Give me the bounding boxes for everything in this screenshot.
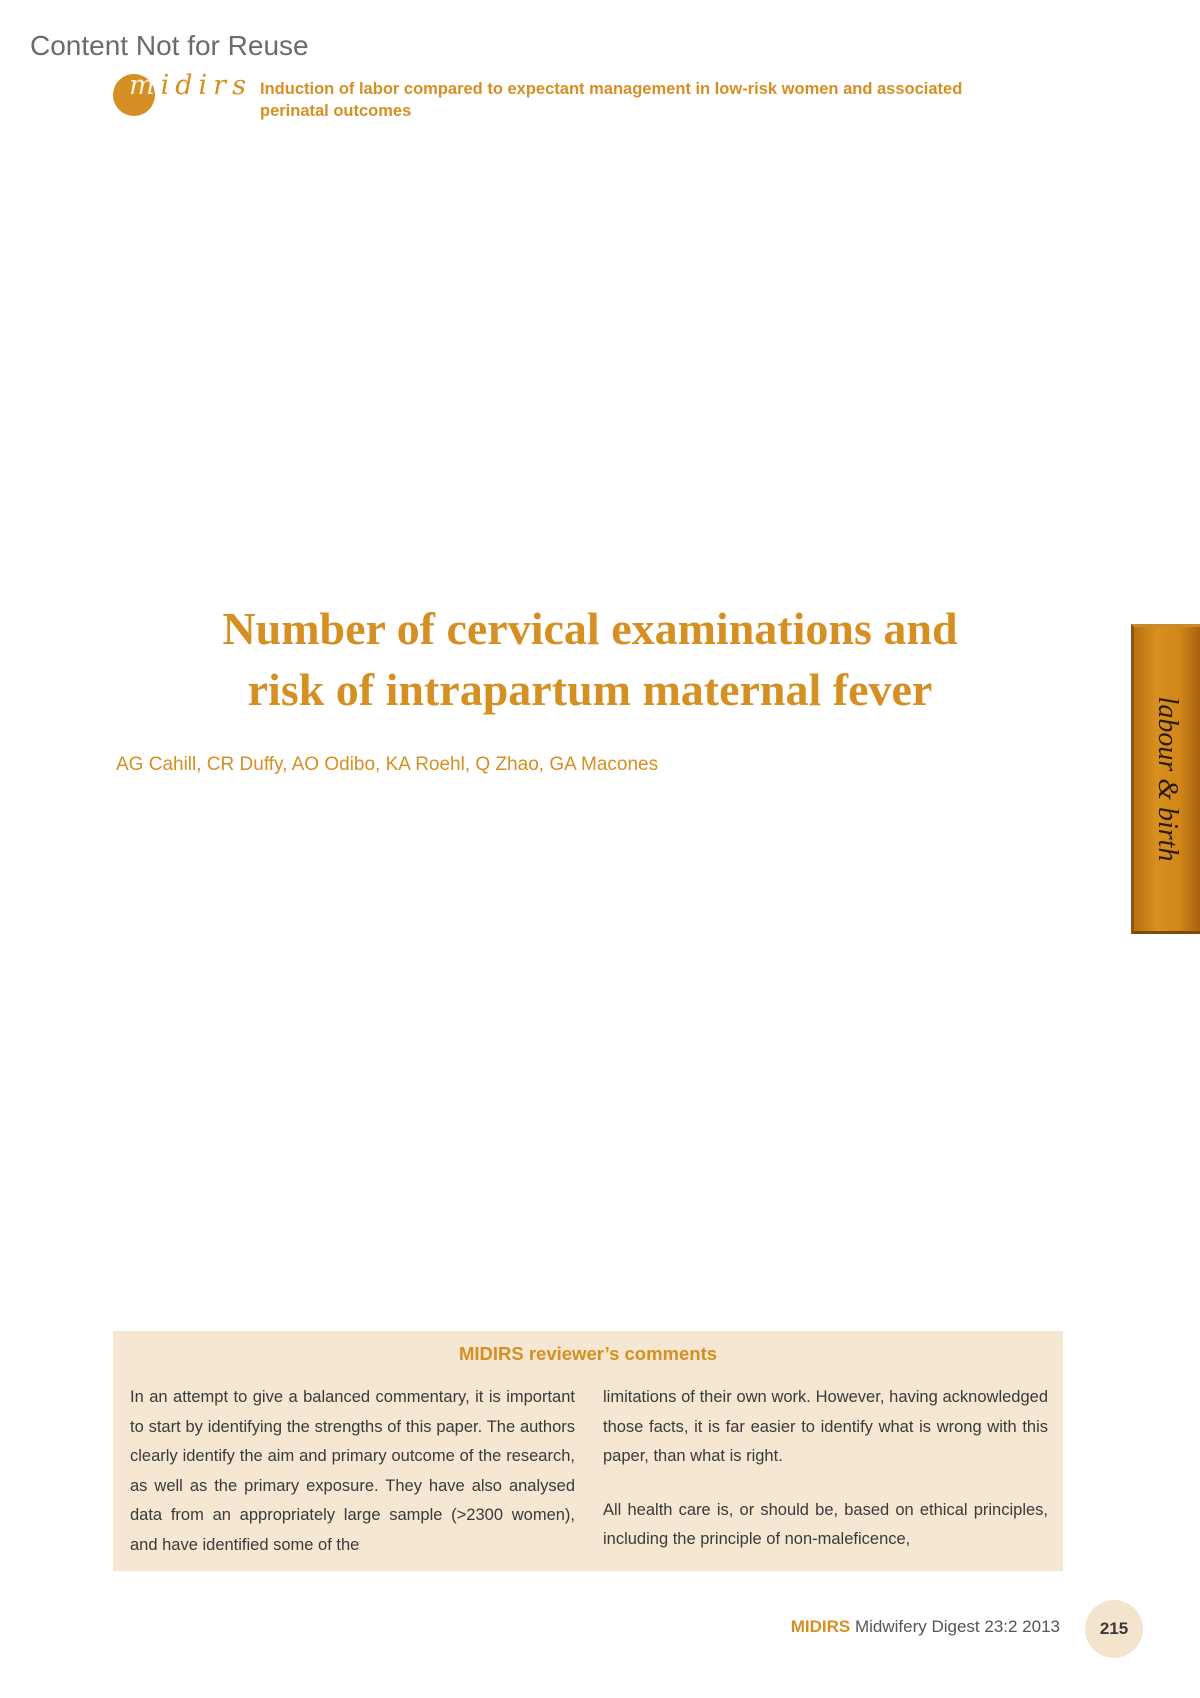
- footer-journal: Midwifery Digest 23:2 2013: [854, 1617, 1060, 1636]
- reviewer-comments-right-column: [603, 1383, 1048, 1579]
- section-tab: [1131, 624, 1200, 934]
- logo-letters: idirs: [160, 70, 252, 101]
- journal-footer: [780, 1617, 1060, 1637]
- logo-letter-m: m: [129, 70, 161, 101]
- reviewer-paragraph: All health care is, or should be, based on ethical principles, including the principle of non-maleficence,: [603, 1500, 1048, 1548]
- page-number: 215: [1085, 1600, 1143, 1658]
- reviewer-paragraph: limitations of their own work. However, having acknowledged those facts, it is far easier to identify what is wrong with this paper, than what is right.: [603, 1388, 1048, 1465]
- reviewer-comments-box: [113, 1331, 1063, 1571]
- reviewer-comments-left-column: [130, 1383, 575, 1584]
- logo-wordmark: [129, 70, 252, 101]
- article-title-line-2: risk of intrapartum maternal fever: [247, 664, 933, 715]
- watermark: Content Not for Reuse: [30, 30, 309, 61]
- footer-brand: MIDIRS: [790, 1617, 851, 1636]
- article-title-line-1: Number of cervical examinations and: [222, 603, 958, 654]
- article-title: [110, 598, 1070, 720]
- midirs-logo: [113, 70, 253, 120]
- article-authors: AG Cahill, CR Duffy, AO Odibo, KA Roehl, Q Zhao, GA Macones: [116, 754, 659, 775]
- reviewer-comments-heading: MIDIRS reviewer’s comments: [458, 1343, 718, 1364]
- running-head: Induction of labor compared to expectant management in low-risk women and associated perinatal outcomes: [260, 80, 963, 120]
- section-tab-label: labour & birth: [1152, 696, 1183, 862]
- reviewer-paragraph: In an attempt to give a balanced commentary, it is important to start by identifying the strengths of this paper. The authors clearly identify the aim and primary outcome of the research, as well as the primary exposure. They have also analysed data from an appropriately large sample (>2300 women), and have identified some of the: [130, 1388, 575, 1554]
